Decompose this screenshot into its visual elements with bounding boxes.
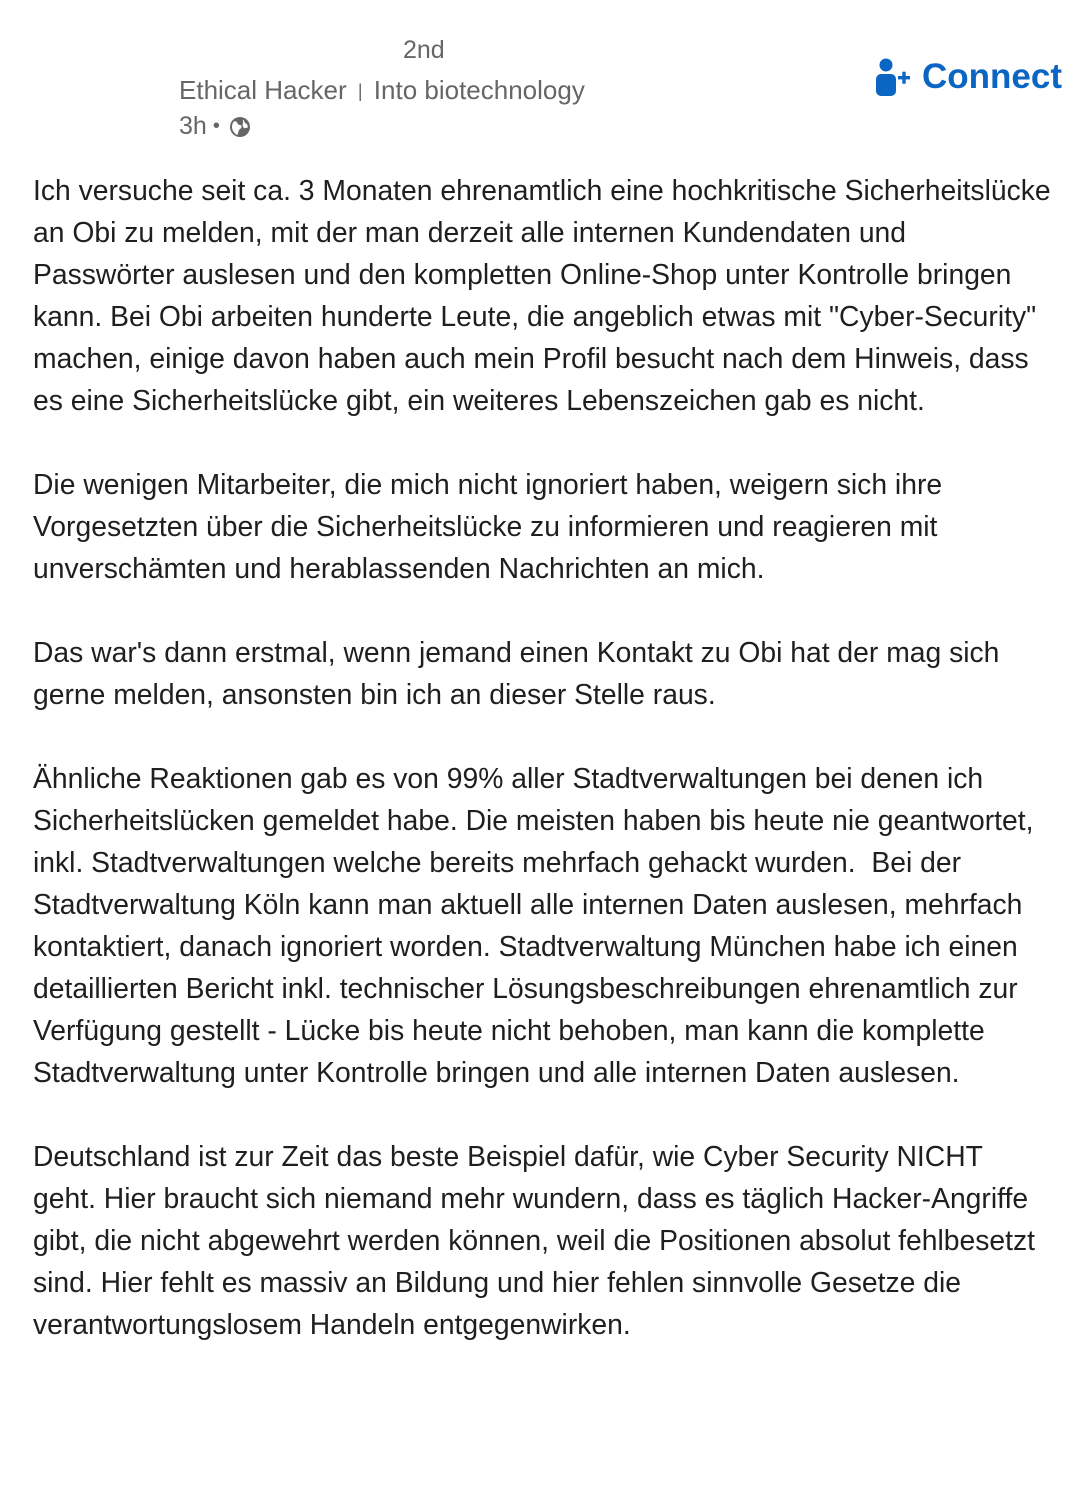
post-paragraph: Ich versuche seit ca. 3 Monaten ehrenamtlich eine hochkritische Sicherheitslücke an Obi zu melden, mit der man derzeit alle internen Kundendaten und Passwörter auslesen und den kompletten Online-Shop unter Kontrolle bringen kann. Bei Obi arbeiten hunderte Leute, die angeblich etwas mit "Cyber-Security" machen, einige davon haben auch mein Profil besucht nach dem Hinweis, dass es eine Sicherheitslücke gibt, ein weiteres Lebenszeichen gab es nicht. xyxy=(33,174,1059,416)
author-headline xyxy=(179,75,585,106)
post-meta xyxy=(179,112,252,141)
post-paragraph: Deutschland ist zur Zeit das beste Beispiel dafür, wie Cyber Security NICHT geht. Hier braucht sich niemand mehr wundern, dass es täglich Hacker-Angriffe gibt, die nicht abgewehrt werden können, weil die Positionen absolut fehlbesetzt sind. Hier fehlt es massiv an Bildung und hier fehlen sinnvolle Gesetze die verantwortungslosem Handeln entgegenwirken. xyxy=(33,1140,1043,1340)
connection-degree: 2nd xyxy=(403,36,445,64)
connect-label: Connect xyxy=(922,57,1062,96)
post-body xyxy=(33,169,1059,1345)
post-header xyxy=(0,0,1080,160)
headline-interest: Into biotechnology xyxy=(373,75,585,105)
post-time: 3h xyxy=(179,112,207,140)
headline-separator: | xyxy=(357,81,363,101)
globe-icon xyxy=(228,115,252,139)
meta-dot: • xyxy=(212,115,220,137)
post-paragraph: Die wenigen Mitarbeiter, die mich nicht ignoriert haben, weigern sich ihre Vorgesetzten über die Sicherheitslücke zu informieren und reagieren mit unverschämten und herablassenden Nachrichten an mich. xyxy=(33,468,950,584)
headline-role: Ethical Hacker xyxy=(179,75,347,105)
post-paragraph: Das war's dann erstmal, wenn jemand einen Kontakt zu Obi hat der mag sich gerne melden, ansonsten bin ich an dieser Stelle raus. xyxy=(33,636,1008,710)
post-paragraph: Ähnliche Reaktionen gab es von 99% aller Stadtverwaltungen bei denen ich Sicherheitslücken gemeldet habe. Die meisten haben bis heute nie geantwortet, inkl. Stadtverwaltungen welche bereits mehrfach gehackt wurden. Bei der Stadtverwaltung Köln kann man aktuell alle internen Daten auslesen, mehrfach kontaktiert, danach ignoriert worden. Stadtverwaltung München habe ich einen detaillierten Bericht inkl. technischer Lösungsbeschreibungen ehrenamtlich zur Verfügung gestellt - Lücke bis heute nicht behoben, man kann die komplette Stadtverwaltung unter Kontrolle bringen und alle internen Daten auslesen. xyxy=(33,762,1042,1088)
connect-button[interactable] xyxy=(872,56,1062,98)
add-person-icon xyxy=(872,56,914,98)
